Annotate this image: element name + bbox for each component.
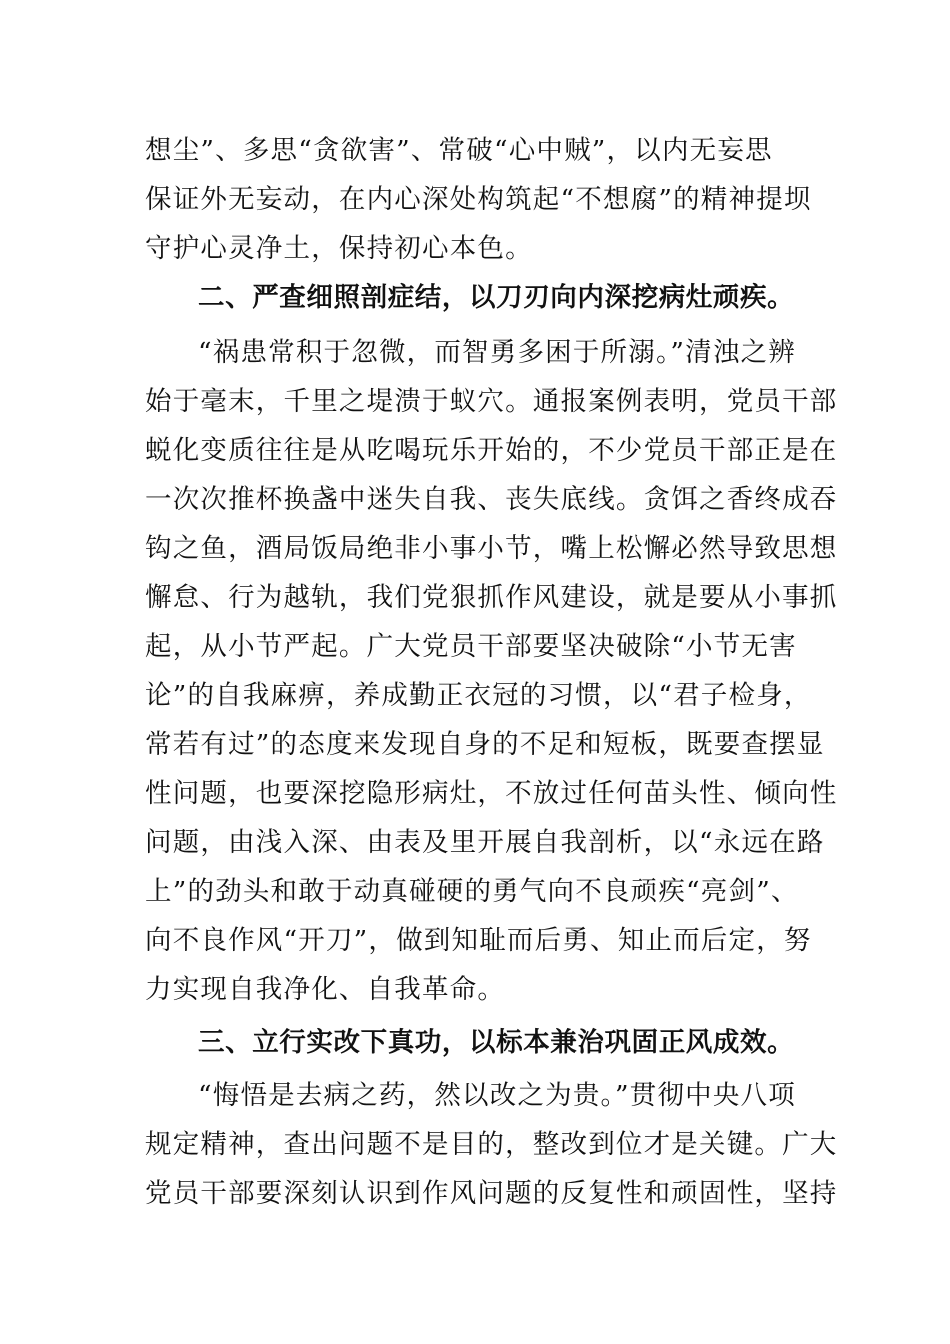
text-line: 保证外无妄动，在内心深处构筑起“不想腐”的精神提坝 bbox=[145, 184, 812, 215]
text-line: 蜕化变质往往是从吃喝玩乐开始的，不少党员干部正是在 bbox=[145, 435, 838, 466]
section-heading: 二、严查细照剖症结，以刀刃向内深挖病灶顽疾。 bbox=[198, 282, 795, 313]
text-line: “祸患常积于忽微，而智勇多困于所溺。”清浊之辨 bbox=[198, 337, 796, 368]
text-line: 始于毫末，千里之堤溃于蚁穴。通报案例表明，党员干部 bbox=[145, 386, 838, 417]
section-heading: 三、立行实改下真功，以标本兼治巩固正风成效。 bbox=[198, 1027, 795, 1058]
text-line: 钩之鱼，酒局饭局绝非小事小节，嘴上松懈必然导致思想 bbox=[145, 533, 838, 564]
text-line: 想尘”、多思“贪欲害”、常破“心中贼”，以内无妄思 bbox=[145, 135, 773, 166]
text-line: 守护心灵净土，保持初心本色。 bbox=[145, 233, 533, 264]
text-line: 论”的自我麻痹，养成勤正衣冠的习惯，以“君子检身， bbox=[145, 680, 812, 711]
text-line: 向不良作风“开刀”，做到知耻而后勇、知止而后定，努 bbox=[145, 925, 812, 956]
text-line: 党员干部要深刻认识到作风问题的反复性和顽固性，坚持 bbox=[145, 1178, 838, 1209]
text-line: 常若有过”的态度来发现自身的不足和短板，既要查摆显 bbox=[145, 729, 825, 760]
text-line: “悔悟是去病之药，然以改之为贵。”贯彻中央八项 bbox=[198, 1080, 796, 1111]
text-line: 问题，由浅入深、由表及里开展自我剖析，以“永远在路 bbox=[145, 827, 825, 858]
text-line: 起，从小节严起。广大党员干部要坚决破除“小节无害 bbox=[145, 631, 797, 662]
text-line: 懈怠、行为越轨，我们党狠抓作风建设，就是要从小事抓 bbox=[145, 582, 838, 613]
text-line: 性问题，也要深挖隐形病灶，不放过任何苗头性、倾向性 bbox=[145, 778, 838, 809]
text-line: 规定精神，查出问题不是目的，整改到位才是关键。广大 bbox=[145, 1129, 838, 1160]
text-line: 上”的劲头和敢于动真碰硬的勇气向不良顽疾“亮剑”、 bbox=[145, 876, 799, 907]
text-line: 力实现自我净化、自我革命。 bbox=[145, 974, 506, 1005]
text-line: 一次次推杯换盏中迷失自我、丧失底线。贪饵之香终成吞 bbox=[145, 484, 838, 515]
